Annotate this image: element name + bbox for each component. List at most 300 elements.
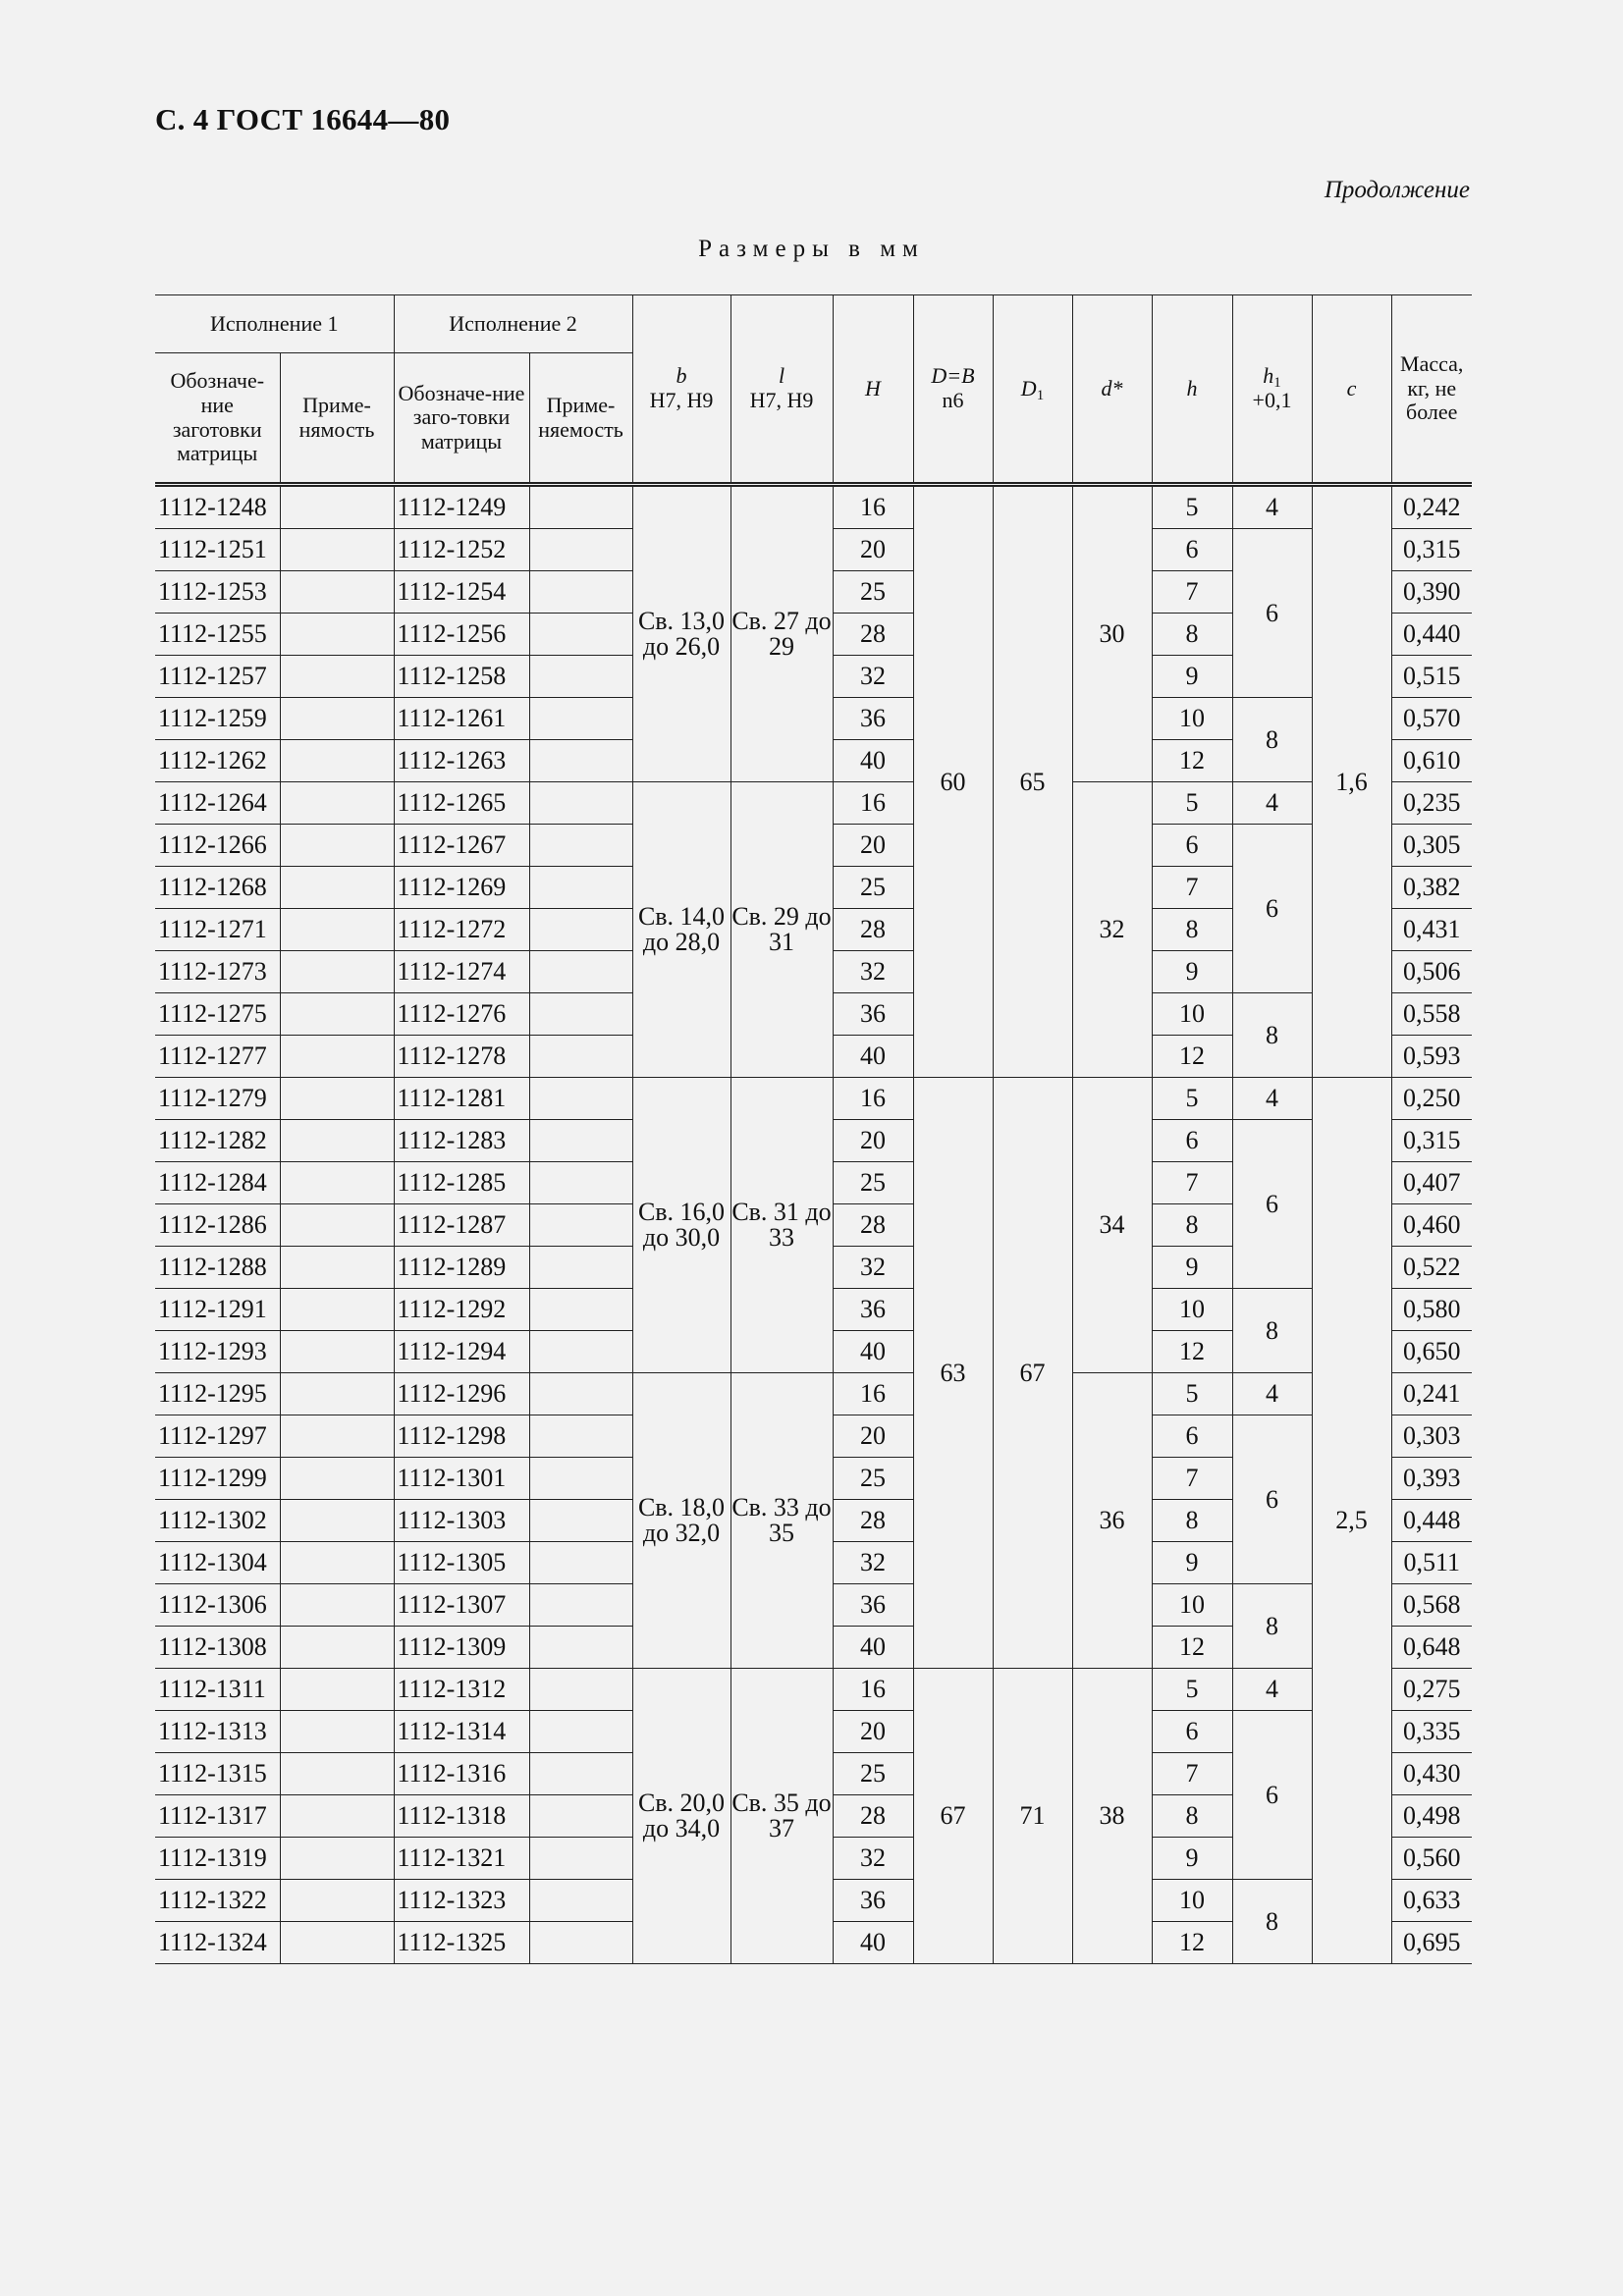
applicability-1-cell [280,867,394,909]
b-range-cell: Св. 14,0 до 28,0 [632,782,730,1078]
applicability-2-cell [529,614,632,656]
H-cell: 28 [833,1204,913,1247]
designation-2-cell: 1112-1298 [394,1415,529,1458]
h-cell: 7 [1152,1458,1232,1500]
applicability-2-cell [529,740,632,782]
h1-cell: 4 [1232,485,1312,529]
col-header-d: d* [1072,295,1152,485]
h-cell: 7 [1152,1753,1232,1795]
applicability-1-cell [280,993,394,1036]
mass-cell: 0,593 [1391,1036,1472,1078]
designation-2-cell: 1112-1305 [394,1542,529,1584]
h-cell: 9 [1152,1542,1232,1584]
mass-cell: 0,610 [1391,740,1472,782]
H-cell: 36 [833,993,913,1036]
col-header-h: h [1152,295,1232,485]
designation-1-cell: 1112-1259 [155,698,280,740]
applicability-1-cell [280,1669,394,1711]
designation-2-cell: 1112-1265 [394,782,529,825]
designation-1-cell: 1112-1253 [155,571,280,614]
H-cell: 20 [833,1120,913,1162]
designation-2-cell: 1112-1274 [394,951,529,993]
applicability-1-cell [280,1922,394,1964]
applicability-2-cell [529,698,632,740]
designation-1-cell: 1112-1248 [155,485,280,529]
applicability-1-cell [280,1036,394,1078]
H-cell: 25 [833,867,913,909]
applicability-2-cell [529,1036,632,1078]
l-range-cell: Св. 35 до 37 [730,1669,833,1964]
H-cell: 25 [833,571,913,614]
designation-2-cell: 1112-1296 [394,1373,529,1415]
h1-cell: 6 [1232,1120,1312,1289]
l-range-cell: Св. 33 до 35 [730,1373,833,1669]
h-cell: 8 [1152,1500,1232,1542]
table-row [155,782,1472,825]
designation-2-cell: 1112-1323 [394,1880,529,1922]
applicability-1-cell [280,1542,394,1584]
H-cell: 32 [833,1542,913,1584]
D-B-cell: 60 [913,485,993,1078]
H-cell: 28 [833,1500,913,1542]
applicability-1-cell [280,1204,394,1247]
d-cell: 38 [1072,1669,1152,1964]
designation-2-cell: 1112-1312 [394,1669,529,1711]
designation-1-cell: 1112-1277 [155,1036,280,1078]
h-cell: 6 [1152,1711,1232,1753]
designation-1-cell: 1112-1317 [155,1795,280,1838]
designation-2-cell: 1112-1283 [394,1120,529,1162]
applicability-2-cell [529,825,632,867]
b-range-cell: Св. 18,0 до 32,0 [632,1373,730,1669]
mass-cell: 0,511 [1391,1542,1472,1584]
applicability-1-cell [280,740,394,782]
designation-1-cell: 1112-1311 [155,1669,280,1711]
H-cell: 28 [833,614,913,656]
H-cell: 36 [833,1880,913,1922]
applicability-2-cell [529,656,632,698]
h-cell: 12 [1152,1627,1232,1669]
designation-2-cell: 1112-1281 [394,1078,529,1120]
h-cell: 9 [1152,1838,1232,1880]
designation-1-cell: 1112-1262 [155,740,280,782]
applicability-2-cell [529,1500,632,1542]
designation-1-cell: 1112-1293 [155,1331,280,1373]
designation-2-cell: 1112-1309 [394,1627,529,1669]
applicability-1-cell [280,1880,394,1922]
applicability-2-cell [529,1584,632,1627]
designation-2-cell: 1112-1292 [394,1289,529,1331]
H-cell: 40 [833,1627,913,1669]
h1-cell: 8 [1232,993,1312,1078]
applicability-2-cell [529,909,632,951]
applicability-1-cell [280,825,394,867]
designation-1-cell: 1112-1291 [155,1289,280,1331]
table-row [155,1373,1472,1415]
mass-cell: 0,242 [1391,485,1472,529]
applicability-1-cell [280,1120,394,1162]
mass-cell: 0,250 [1391,1078,1472,1120]
h-cell: 10 [1152,1289,1232,1331]
page-header: С. 4 ГОСТ 16644—80 [155,102,451,136]
col-header-applicability-1: Приме-нямость [280,353,394,485]
applicability-1-cell [280,1373,394,1415]
applicability-1-cell [280,1458,394,1500]
mass-cell: 0,558 [1391,993,1472,1036]
applicability-2-cell [529,951,632,993]
designation-1-cell: 1112-1282 [155,1120,280,1162]
designation-2-cell: 1112-1314 [394,1711,529,1753]
designation-1-cell: 1112-1255 [155,614,280,656]
applicability-2-cell [529,1458,632,1500]
h-cell: 9 [1152,656,1232,698]
applicability-2-cell [529,1373,632,1415]
h-cell: 10 [1152,698,1232,740]
designation-1-cell: 1112-1279 [155,1078,280,1120]
H-cell: 28 [833,909,913,951]
designation-2-cell: 1112-1303 [394,1500,529,1542]
h-cell: 7 [1152,571,1232,614]
mass-cell: 0,515 [1391,656,1472,698]
designation-1-cell: 1112-1304 [155,1542,280,1584]
designation-1-cell: 1112-1257 [155,656,280,698]
h1-cell: 8 [1232,1289,1312,1373]
designation-2-cell: 1112-1267 [394,825,529,867]
H-cell: 28 [833,1795,913,1838]
mass-cell: 0,506 [1391,951,1472,993]
applicability-1-cell [280,1289,394,1331]
mass-cell: 0,275 [1391,1669,1472,1711]
designation-1-cell: 1112-1324 [155,1922,280,1964]
h-cell: 6 [1152,1415,1232,1458]
applicability-1-cell [280,1078,394,1120]
h-cell: 12 [1152,740,1232,782]
designation-2-cell: 1112-1269 [394,867,529,909]
c-cell: 1,6 [1312,485,1391,1078]
h-cell: 9 [1152,1247,1232,1289]
H-cell: 36 [833,1584,913,1627]
designation-1-cell: 1112-1315 [155,1753,280,1795]
h-cell: 5 [1152,1669,1232,1711]
designation-2-cell: 1112-1278 [394,1036,529,1078]
h1-cell: 6 [1232,1415,1312,1584]
h-cell: 7 [1152,867,1232,909]
applicability-2-cell [529,1669,632,1711]
h-cell: 5 [1152,485,1232,529]
designation-2-cell: 1112-1272 [394,909,529,951]
d-cell: 34 [1072,1078,1152,1373]
designation-2-cell: 1112-1254 [394,571,529,614]
applicability-2-cell [529,571,632,614]
dimensions-table [155,294,1472,1964]
h-cell: 10 [1152,1880,1232,1922]
H-cell: 40 [833,1331,913,1373]
applicability-1-cell [280,1584,394,1627]
designation-1-cell: 1112-1313 [155,1711,280,1753]
designation-2-cell: 1112-1321 [394,1838,529,1880]
H-cell: 16 [833,1669,913,1711]
h1-cell: 6 [1232,825,1312,993]
mass-cell: 0,407 [1391,1162,1472,1204]
H-cell: 16 [833,485,913,529]
H-cell: 20 [833,1711,913,1753]
designation-2-cell: 1112-1289 [394,1247,529,1289]
applicability-1-cell [280,909,394,951]
designation-2-cell: 1112-1301 [394,1458,529,1500]
H-cell: 16 [833,782,913,825]
l-range-cell: Св. 27 до 29 [730,485,833,782]
col-header-designation-1: Обозначе-ние заготовки матрицы [155,353,280,485]
designation-1-cell: 1112-1288 [155,1247,280,1289]
D1-cell: 67 [993,1078,1072,1669]
applicability-1-cell [280,571,394,614]
mass-cell: 0,305 [1391,825,1472,867]
mass-cell: 0,431 [1391,909,1472,951]
applicability-2-cell [529,1880,632,1922]
designation-2-cell: 1112-1249 [394,485,529,529]
designation-1-cell: 1112-1271 [155,909,280,951]
designation-1-cell: 1112-1299 [155,1458,280,1500]
h-cell: 8 [1152,1204,1232,1247]
h-cell: 9 [1152,951,1232,993]
applicability-1-cell [280,951,394,993]
designation-1-cell: 1112-1322 [155,1880,280,1922]
designation-2-cell: 1112-1263 [394,740,529,782]
mass-cell: 0,695 [1391,1922,1472,1964]
h1-cell: 4 [1232,1373,1312,1415]
mass-cell: 0,335 [1391,1711,1472,1753]
designation-1-cell: 1112-1273 [155,951,280,993]
h-cell: 8 [1152,909,1232,951]
mass-cell: 0,440 [1391,614,1472,656]
designation-1-cell: 1112-1308 [155,1627,280,1669]
H-cell: 20 [833,825,913,867]
H-cell: 32 [833,1838,913,1880]
mass-cell: 0,648 [1391,1627,1472,1669]
h-cell: 10 [1152,1584,1232,1627]
h-cell: 6 [1152,825,1232,867]
H-cell: 36 [833,1289,913,1331]
applicability-2-cell [529,993,632,1036]
mass-cell: 0,430 [1391,1753,1472,1795]
H-cell: 20 [833,529,913,571]
H-cell: 32 [833,656,913,698]
applicability-1-cell [280,614,394,656]
applicability-2-cell [529,1415,632,1458]
h-cell: 8 [1152,1795,1232,1838]
designation-1-cell: 1112-1251 [155,529,280,571]
group-header-version-1: Исполнение 1 [155,295,394,353]
mass-cell: 0,568 [1391,1584,1472,1627]
H-cell: 36 [833,698,913,740]
mass-cell: 0,303 [1391,1415,1472,1458]
designation-1-cell: 1112-1266 [155,825,280,867]
h1-cell: 8 [1232,1880,1312,1964]
H-cell: 25 [833,1753,913,1795]
col-header-l: l H7, H9 [730,295,833,485]
continuation-label: Продолжение [1324,177,1470,203]
applicability-2-cell [529,1331,632,1373]
H-cell: 40 [833,740,913,782]
designation-2-cell: 1112-1276 [394,993,529,1036]
H-cell: 20 [833,1415,913,1458]
h-cell: 6 [1152,1120,1232,1162]
mass-cell: 0,460 [1391,1204,1472,1247]
applicability-2-cell [529,1542,632,1584]
applicability-1-cell [280,485,394,529]
h1-cell: 4 [1232,1669,1312,1711]
table-body [155,485,1472,1964]
designation-1-cell: 1112-1275 [155,993,280,1036]
D-B-cell: 67 [913,1669,993,1964]
applicability-1-cell [280,1162,394,1204]
H-cell: 25 [833,1162,913,1204]
applicability-2-cell [529,782,632,825]
applicability-1-cell [280,529,394,571]
h-cell: 7 [1152,1162,1232,1204]
mass-cell: 0,315 [1391,529,1472,571]
D-B-cell: 63 [913,1078,993,1669]
d-cell: 30 [1072,485,1152,782]
applicability-1-cell [280,1500,394,1542]
applicability-1-cell [280,1753,394,1795]
group-header-version-2: Исполнение 2 [394,295,632,353]
designation-2-cell: 1112-1316 [394,1753,529,1795]
col-header-D-B: D=B n6 [913,295,993,485]
mass-cell: 0,315 [1391,1120,1472,1162]
mass-cell: 0,633 [1391,1880,1472,1922]
applicability-1-cell [280,698,394,740]
applicability-1-cell [280,1331,394,1373]
applicability-1-cell [280,1795,394,1838]
mass-cell: 0,390 [1391,571,1472,614]
applicability-2-cell [529,1627,632,1669]
h1-cell: 8 [1232,1584,1312,1669]
h-cell: 5 [1152,782,1232,825]
H-cell: 32 [833,1247,913,1289]
applicability-1-cell [280,1627,394,1669]
applicability-2-cell [529,1711,632,1753]
mass-cell: 0,570 [1391,698,1472,740]
applicability-2-cell [529,1922,632,1964]
designation-1-cell: 1112-1319 [155,1838,280,1880]
h-cell: 10 [1152,993,1232,1036]
l-range-cell: Св. 31 до 33 [730,1078,833,1373]
mass-cell: 0,560 [1391,1838,1472,1880]
h1-cell: 6 [1232,1711,1312,1880]
designation-2-cell: 1112-1258 [394,656,529,698]
designation-1-cell: 1112-1297 [155,1415,280,1458]
applicability-2-cell [529,1795,632,1838]
col-header-c: c [1312,295,1391,485]
designation-1-cell: 1112-1286 [155,1204,280,1247]
applicability-1-cell [280,656,394,698]
mass-cell: 0,393 [1391,1458,1472,1500]
applicability-1-cell [280,1838,394,1880]
col-header-mass: Масса, кг, не более [1391,295,1472,485]
table-row [155,1669,1472,1711]
l-range-cell: Св. 29 до 31 [730,782,833,1078]
designation-2-cell: 1112-1294 [394,1331,529,1373]
applicability-1-cell [280,1247,394,1289]
designation-1-cell: 1112-1295 [155,1373,280,1415]
h-cell: 5 [1152,1373,1232,1415]
applicability-1-cell [280,782,394,825]
H-cell: 40 [833,1036,913,1078]
applicability-2-cell [529,1247,632,1289]
designation-2-cell: 1112-1285 [394,1162,529,1204]
b-range-cell: Св. 20,0 до 34,0 [632,1669,730,1964]
designation-2-cell: 1112-1318 [394,1795,529,1838]
mass-cell: 0,522 [1391,1247,1472,1289]
h-cell: 12 [1152,1331,1232,1373]
h1-cell: 4 [1232,1078,1312,1120]
designation-2-cell: 1112-1325 [394,1922,529,1964]
H-cell: 40 [833,1922,913,1964]
applicability-2-cell [529,529,632,571]
col-header-applicability-2: Приме-няемость [529,353,632,485]
mass-cell: 0,580 [1391,1289,1472,1331]
mass-cell: 0,498 [1391,1795,1472,1838]
mass-cell: 0,235 [1391,782,1472,825]
H-cell: 16 [833,1373,913,1415]
applicability-2-cell [529,1289,632,1331]
d-cell: 36 [1072,1373,1152,1669]
applicability-2-cell [529,867,632,909]
H-cell: 25 [833,1458,913,1500]
d-cell: 32 [1072,782,1152,1078]
b-range-cell: Св. 13,0 до 26,0 [632,485,730,782]
col-header-designation-2: Обозначе-ние заго-товки матрицы [394,353,529,485]
h1-cell: 6 [1232,529,1312,698]
h-cell: 5 [1152,1078,1232,1120]
designation-1-cell: 1112-1268 [155,867,280,909]
mass-cell: 0,650 [1391,1331,1472,1373]
h-cell: 8 [1152,614,1232,656]
applicability-2-cell [529,1838,632,1880]
applicability-2-cell [529,1078,632,1120]
designation-2-cell: 1112-1256 [394,614,529,656]
h-cell: 12 [1152,1036,1232,1078]
applicability-1-cell [280,1711,394,1753]
mass-cell: 0,448 [1391,1500,1472,1542]
applicability-2-cell [529,485,632,529]
col-header-D1: D1 [993,295,1072,485]
designation-2-cell: 1112-1261 [394,698,529,740]
col-header-b: b H7, H9 [632,295,730,485]
applicability-2-cell [529,1204,632,1247]
applicability-2-cell [529,1120,632,1162]
designation-1-cell: 1112-1302 [155,1500,280,1542]
h1-cell: 4 [1232,782,1312,825]
H-cell: 16 [833,1078,913,1120]
applicability-2-cell [529,1162,632,1204]
designation-1-cell: 1112-1306 [155,1584,280,1627]
designation-2-cell: 1112-1287 [394,1204,529,1247]
table-row [155,485,1472,529]
D1-cell: 65 [993,485,1072,1078]
designation-2-cell: 1112-1252 [394,529,529,571]
D1-cell: 71 [993,1669,1072,1964]
table-row [155,1078,1472,1120]
applicability-2-cell [529,1753,632,1795]
c-cell: 2,5 [1312,1078,1391,1964]
units-caption: Размеры в мм [698,236,925,262]
mass-cell: 0,382 [1391,867,1472,909]
H-cell: 32 [833,951,913,993]
mass-cell: 0,241 [1391,1373,1472,1415]
col-header-H: H [833,295,913,485]
